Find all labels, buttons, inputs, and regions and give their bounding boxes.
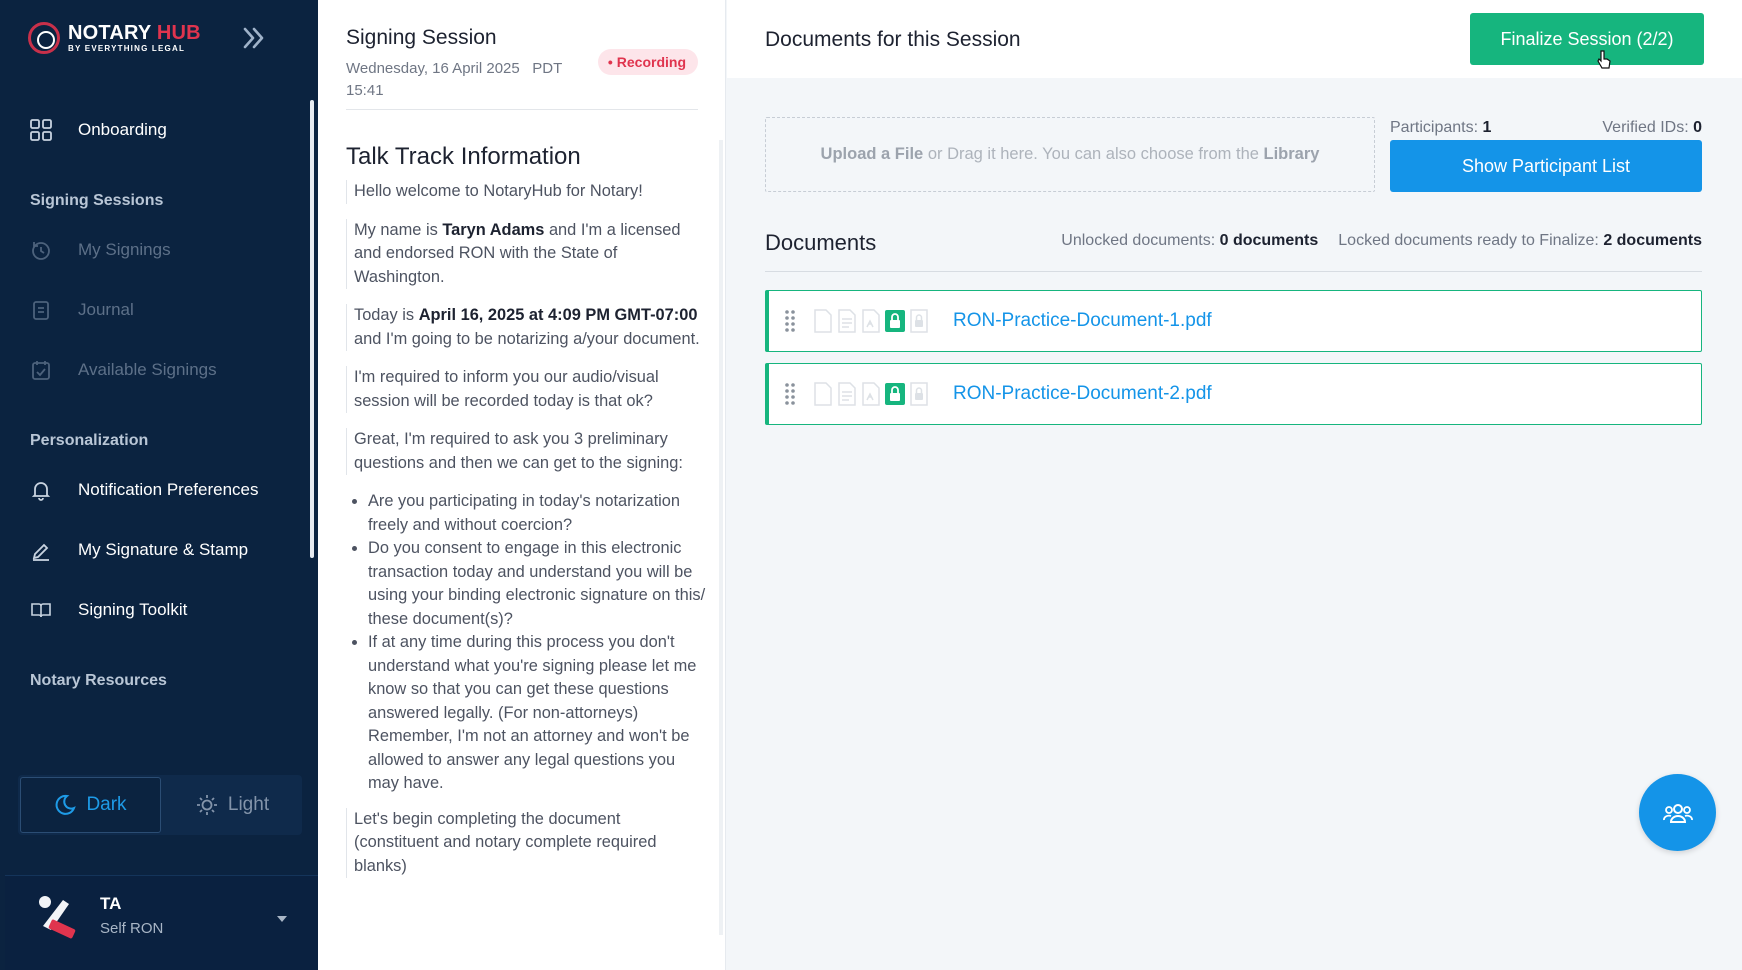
- signed-file-icon: [861, 382, 881, 406]
- divider: [765, 271, 1702, 272]
- divider: [346, 109, 698, 110]
- double-chevron-right-icon: [240, 24, 268, 52]
- bell-icon: [30, 479, 52, 501]
- section-signing-sessions: Signing Sessions: [30, 192, 164, 209]
- talk-paragraph: Today is April 16, 2025 at 4:09 PM GMT-07:00 and I'm going to be notarizing a/your document.: [346, 304, 706, 351]
- lock-icon: [909, 382, 929, 406]
- talk-track-content: [346, 180, 706, 893]
- upload-dropzone[interactable]: [765, 117, 1375, 192]
- clock-refresh-icon: [30, 239, 52, 261]
- lock-icon: [909, 309, 929, 333]
- brand-subtitle: BY EVERYTHING LEGAL: [68, 44, 186, 53]
- session-header: [346, 26, 698, 102]
- collapse-sidebar-button[interactable]: [240, 24, 268, 52]
- talk-track-scrollbar[interactable]: [719, 140, 723, 935]
- document-link[interactable]: RON-Practice-Document-2.pdf: [953, 383, 1212, 404]
- brand-logo[interactable]: [28, 22, 201, 54]
- drag-handle-icon[interactable]: [783, 382, 797, 406]
- participants-fab-button[interactable]: [1639, 774, 1716, 851]
- pen-icon: [30, 539, 52, 561]
- document-row[interactable]: [765, 363, 1702, 425]
- signed-file-icon: [861, 309, 881, 333]
- blank-file-icon: [813, 309, 833, 333]
- user-initials: TA: [100, 894, 122, 913]
- sidebar-scrollbar[interactable]: [310, 100, 314, 558]
- drag-handle-icon[interactable]: [783, 309, 797, 333]
- blank-file-icon: [813, 382, 833, 406]
- caret-down-icon[interactable]: [275, 912, 289, 926]
- clipboard-icon: [30, 299, 52, 321]
- moon-icon: [54, 794, 76, 816]
- pointer-cursor-icon: [1596, 50, 1612, 70]
- sidebar-item-my-signings[interactable]: [0, 220, 310, 280]
- section-notary-resources: Notary Resources: [30, 672, 167, 689]
- book-icon: [30, 599, 52, 621]
- lock-active-icon: [885, 309, 905, 333]
- talk-paragraph: Let's begin completing the document (constituent and notary complete required blanks): [346, 808, 706, 879]
- question-item: • If at any time during this process you don't understand what you're signing please let me know so that you can get these questions answered legally. (For non-attorneys) Remember, I'm not an attorney and won't be allowed to answer any legal questions you may have.: [368, 631, 706, 796]
- show-participant-list-button[interactable]: Show Participant List: [1390, 140, 1702, 192]
- documents-title: Documents: [765, 230, 877, 255]
- lock-active-icon: [885, 382, 905, 406]
- sun-icon: [196, 794, 218, 816]
- sidebar-item-journal[interactable]: [0, 280, 310, 340]
- sidebar-item-onboarding[interactable]: [0, 100, 310, 160]
- light-theme-button[interactable]: [163, 775, 302, 835]
- main-header: [727, 0, 1742, 78]
- calendar-check-icon: [30, 359, 52, 381]
- section-personalization: Personalization: [30, 432, 149, 449]
- talk-track-title: Talk Track Information: [346, 143, 581, 170]
- library-link[interactable]: Library: [1263, 145, 1320, 163]
- verified-ids-count: Verified IDs: 0: [1602, 119, 1702, 136]
- participants-count: Participants: 1: [1390, 119, 1492, 136]
- stamp-avatar-icon: [35, 892, 81, 942]
- sidebar-item-label: My Signature & Stamp: [78, 540, 249, 559]
- sidebar-item-label: Journal: [78, 300, 134, 319]
- sidebar-item-notification-preferences[interactable]: [0, 460, 310, 520]
- question-item: • Do you consent to engage in this electronic transaction today and understand you will be using your binding electronic signature on this/ these document(s)?: [368, 537, 706, 631]
- sidebar-item-label: My Signings: [78, 240, 171, 259]
- talk-paragraph: I'm required to inform you our audio/visual session will be recorded today is that ok?: [346, 366, 706, 413]
- session-title: Signing Session: [346, 26, 497, 49]
- grid-icon: [30, 119, 52, 141]
- documents-stats: Unlocked documents: 0 documents Locked documents ready to Finalize: 2 documents: [1061, 232, 1702, 249]
- document-link[interactable]: RON-Practice-Document-1.pdf: [953, 310, 1212, 331]
- sidebar-item-signing-toolkit[interactable]: [0, 580, 310, 640]
- document-status-icons: [813, 382, 933, 406]
- users-icon: [1663, 801, 1693, 825]
- talk-paragraph: Hello welcome to NotaryHub for Notary!: [346, 180, 706, 204]
- sidebar-item-label: Available Signings: [78, 360, 217, 379]
- upload-hint: or Drag it here. You can also choose from the: [923, 145, 1264, 163]
- sidebar-item-label: Notification Preferences: [78, 480, 259, 499]
- document-status-icons: [813, 309, 933, 333]
- text-file-icon: [837, 382, 857, 406]
- text-file-icon: [837, 309, 857, 333]
- sidebar-item-label: Onboarding: [78, 120, 167, 139]
- theme-toggle: [18, 775, 302, 835]
- finalize-session-button[interactable]: Finalize Session (2/2): [1470, 13, 1704, 65]
- talk-paragraph: My name is Taryn Adams and I'm a licensed and endorsed RON with the State of Washington.: [346, 219, 706, 290]
- preliminary-questions: [368, 490, 706, 796]
- logo-icon: [28, 22, 60, 54]
- recording-badge: • Recording: [598, 49, 698, 75]
- sidebar-nav: [0, 100, 310, 700]
- talk-paragraph: Great, I'm required to ask you 3 preliminary questions and then we can get to the signing:: [346, 428, 706, 475]
- light-theme-label: Light: [227, 794, 270, 815]
- user-menu[interactable]: [5, 875, 318, 970]
- sidebar-item-signature-stamp[interactable]: [0, 520, 310, 580]
- sidebar-item-available-signings[interactable]: [0, 340, 310, 400]
- document-row[interactable]: [765, 290, 1702, 352]
- dark-theme-button[interactable]: [20, 777, 161, 833]
- sidebar-item-label: Signing Toolkit: [78, 600, 188, 619]
- brand-name: NOTARY HUB: [68, 22, 201, 44]
- dark-theme-label: Dark: [86, 794, 127, 815]
- user-role: Self RON: [100, 920, 164, 937]
- upload-file-link[interactable]: Upload a File: [820, 145, 924, 163]
- sidebar: [0, 0, 318, 970]
- talk-track-panel: [318, 0, 726, 970]
- session-datetime: Wednesday, 16 April 2025 PDT 15:41: [346, 60, 563, 99]
- question-item: • Are you participating in today's notarization freely and without coercion?: [368, 490, 706, 537]
- page-title: Documents for this Session: [765, 28, 1021, 51]
